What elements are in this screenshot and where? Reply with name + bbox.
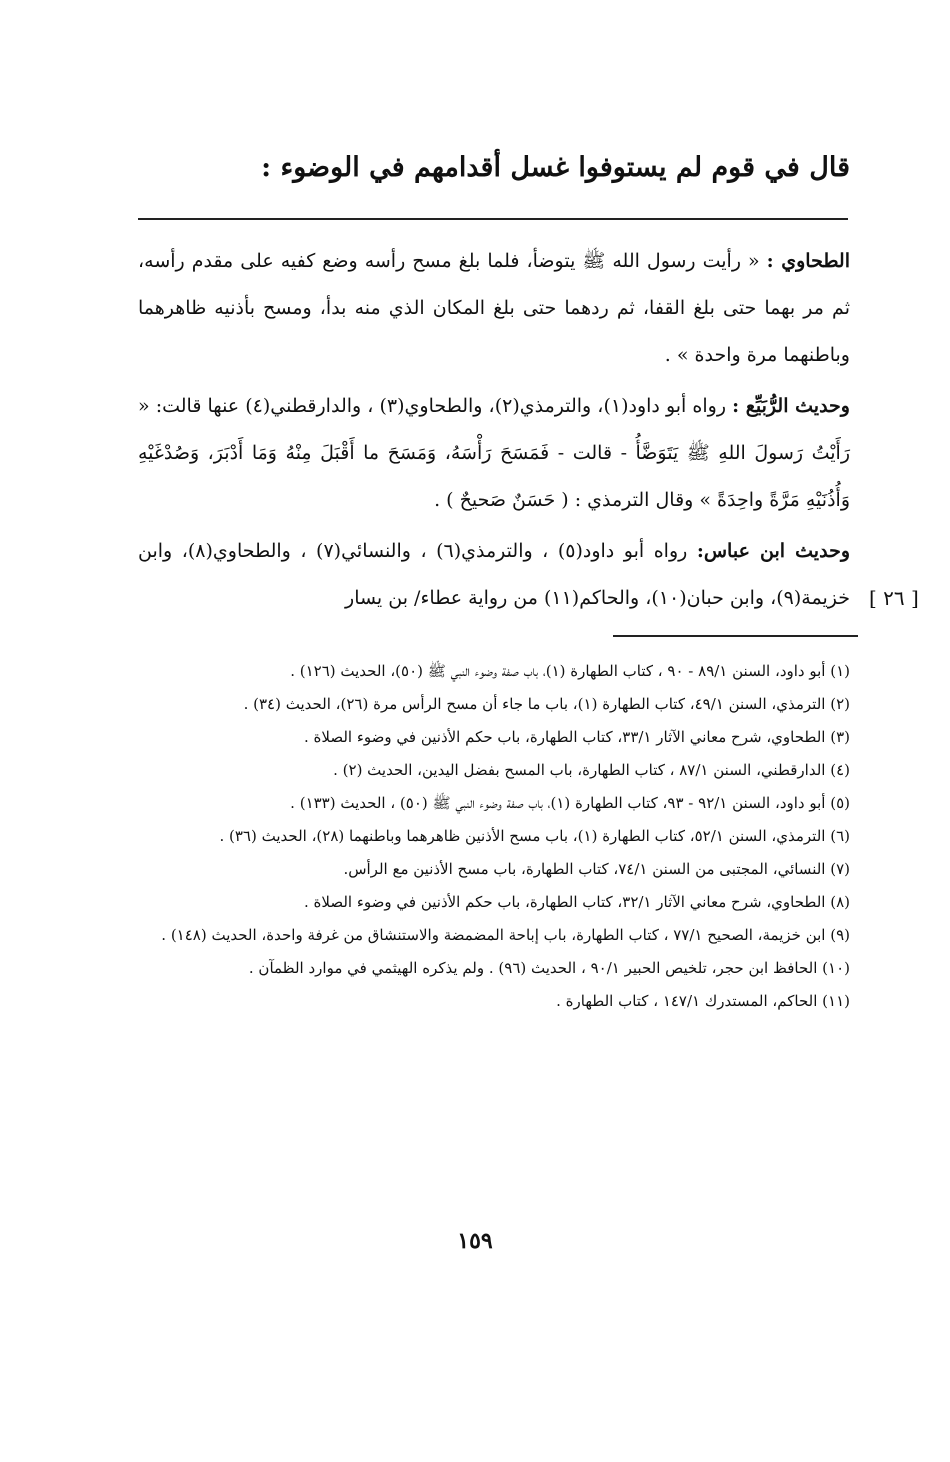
paragraph-text: « رأيت رسول الله ﷺ يتوضأ، فلما بلغ مسح رأسه وضع كفيه على مقدم رأسه، ثم مر بهما حتى بلغ القفا، ثم ردهما حتى بلغ المكان الذي منه بدأ، ومسح بأذنيه ظاهرهما وباطنهما مرة واحدة » . bbox=[138, 250, 850, 366]
footnote: (٣) الطحاوي، شرح معاني الآثار ٣٣/١، كتاب الطهارة، باب حكم الأذنين في وضوء الصلاة . bbox=[303, 728, 850, 746]
footnote: (٧) النسائي، المجتبى من السنن ٧٤/١، كتاب الطهارة، باب مسح الأذنين مع الرأس. bbox=[343, 860, 850, 878]
section-heading: قال في قوم لم يستوفوا غسل أقدامهم في الوضوء : bbox=[261, 152, 850, 183]
footnote: (١) أبو داود، السنن ٨٩/١ - ٩٠ ، كتاب الطهارة (١)، باب صفة وضوء النبي ﷺ (٥٠)، الحديث (١٢٦) . bbox=[290, 662, 850, 680]
paragraph-text: رواه أبو داود(١)، والترمذي(٢)، والطحاوي(٣) ، والدارقطني(٤) عنها قالت: « رَأَيْتُ رَسولَ اللهِ ﷺ يَتَوَضَّأُ - قالت - فَمَسَحَ رَأْسَهُ، وَمَسَحَ ما أَقْبَلَ مِنْهُ وَمَا أَدْبَرَ، وَصُدْغَيْهِ وَأُذُنَيْهِ مَرَّةً واحِدَةً » وقال الترمذي : ( حَسَنٌ صَحيحٌ ) . bbox=[138, 395, 850, 511]
paragraph-text: رواه أبو داود(٥) ، والترمذي(٦) ، والنسائي(٧) ، والطحاوي(٨)، وابن خزيمة(٩)، وابن حبان(١٠)، والحاكم(١١) من رواية عطاء/ بن يسار bbox=[138, 540, 850, 609]
paragraph-rubayyi bbox=[138, 383, 850, 524]
footnotes bbox=[138, 655, 850, 1018]
manuscript-folio-marker: [ ٢٦ ] bbox=[869, 586, 919, 610]
paragraph-ibn-abbas bbox=[138, 528, 850, 622]
footnotes-divider bbox=[613, 635, 858, 637]
footnote: (٨) الطحاوي، شرح معاني الآثار ٣٢/١، كتاب الطهارة، باب حكم الأذنين في وضوء الصلاة . bbox=[303, 893, 850, 911]
footnote: (٩) ابن خزيمة، الصحيح ٧٧/١ ، كتاب الطهارة، باب إباحة المضمضة والاستنشاق من غرفة واحدة، الحديث (١٤٨) . bbox=[161, 926, 850, 944]
footnote: (١٠) الحافظ ابن حجر، تلخيص الحبير ٩٠/١ ، الحديث (٩٦) . ولم يذكره الهيثمي في موارد الظمآن . bbox=[248, 959, 850, 977]
paragraph-lead: وحديث الرُّبَيِّع : bbox=[732, 395, 850, 417]
page-number: ١٥٩ bbox=[457, 1228, 493, 1254]
paragraph-lead: وحديث ابن عباس: bbox=[696, 540, 850, 562]
heading-divider bbox=[138, 218, 848, 220]
paragraph-lead: الطحاوي : bbox=[766, 250, 850, 272]
footnote: (١١) الحاكم، المستدرك ١٤٧/١ ، كتاب الطهارة . bbox=[556, 992, 850, 1010]
paragraph-tahawi bbox=[138, 238, 850, 379]
footnote: (٦) الترمذي، السنن ٥٢/١، كتاب الطهارة (١)، باب مسح الأذنين ظاهرهما وباطنهما (٢٨)، الحديث (٣٦) . bbox=[219, 827, 850, 845]
footnote: (٢) الترمذي، السنن ٤٩/١، كتاب الطهارة (١)، باب ما جاء أن مسح الرأس مرة (٢٦)، الحديث (٣٤) . bbox=[243, 695, 850, 713]
footnote: (٥) أبو داود، السنن ٩٢/١ - ٩٣، كتاب الطهارة (١)، باب صفة وضوء النبي ﷺ (٥٠) ، الحديث (١٣٣) . bbox=[290, 794, 850, 812]
footnote: (٤) الدارقطني، السنن ٨٧/١ ، كتاب الطهارة، باب المسح بفضل اليدين، الحديث (٢) . bbox=[333, 761, 850, 779]
